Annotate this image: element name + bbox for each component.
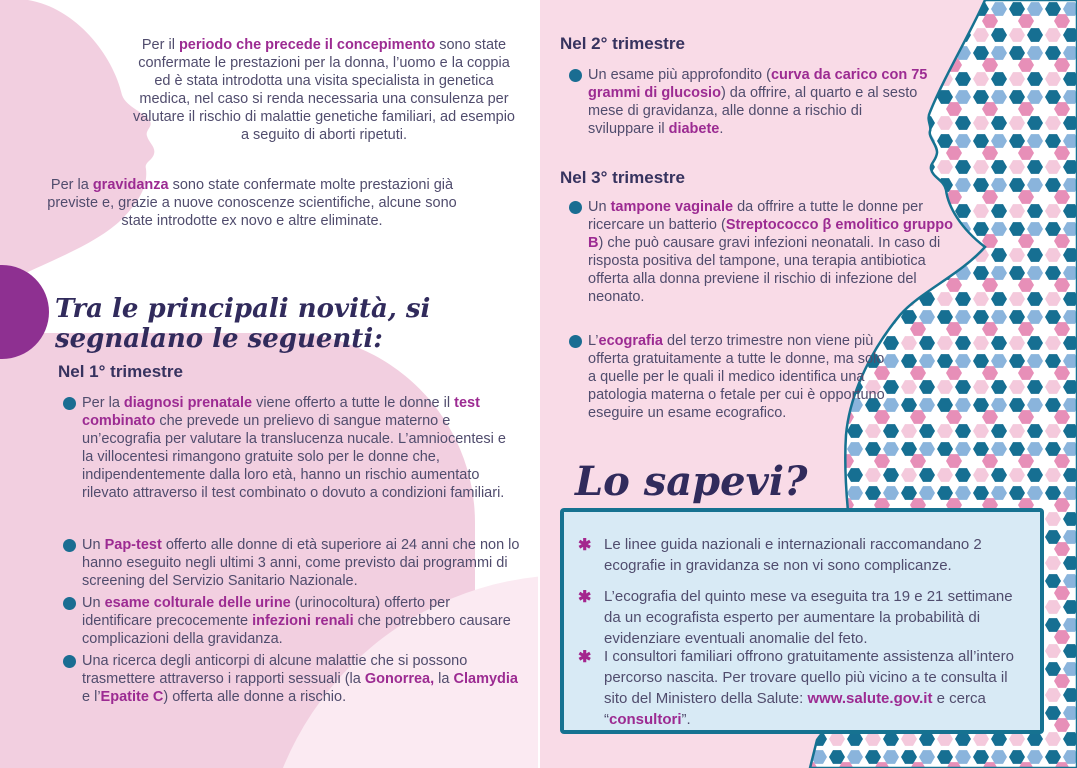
bullet-icon [569,201,582,214]
bullet-text: Un tampone vaginale da offrire a tutte le donne per ricercare un batterio (Streptococco β emolitico gruppo B) che può causare gravi infezioni neonatali. In caso di risposta positiva del tampone, una terapia antibiotica offerta alla donna previene il rischio di infezione del neonato. [588,199,953,305]
bullet-icon [63,597,76,610]
bullet-text: Una ricerca degli anticorpi di alcune malattie che si possono trasmettere attraverso i rapporti sessuali (la Gonorrea, la Clamydia e l’Epatite C) offerta alle donne a rischio. [82,653,518,705]
left-page [0,0,538,768]
bullet-text: L’ecografia del terzo trimestre non viene più offerta gratuitamente a tutte le donne, ma solo a quelle per le quali il medico identifica una patologia materna o fetale per cui è opportuno eseguire un esame ecografico. [588,333,885,421]
intro-paragraph-preconception: Per il periodo che precede il concepimento sono state confermate le prestazioni per la donna, l’uomo e la coppia ed è stata introdotta una visita specialista in genetica medica, nel caso si renda necessaria una consulenza per valutare il rischio di malattie genetiche familiari, ad esempio a seguito di aborti ripetuti. [132,37,515,143]
asterisk-icon: ✱ [578,589,592,606]
did-you-know-text: L’ecografia del quinto mese va eseguita tra 19 e 21 settimane da un ecografista esperto per aumentare la probabilità di evidenziare eventuali anomalie del feto. [604,588,1013,647]
right-page [540,0,1077,768]
left-page-content [0,0,538,768]
asterisk-icon: ✱ [578,649,592,666]
list-item [82,594,520,648]
list-item [578,534,1026,576]
did-you-know-text: I consultori familiari offrono gratuitamente assistenza all’intero percorso nascita. Per trovare quello più vicino a te consulta il sito del Ministero della Salute: www.salute.gov.it e cerca “consultori”. [604,648,1014,728]
intro-paragraph-pregnancy: Per la gravidanza sono state confermate molte prestazioni già previste e, grazie a nuove conoscenze scientifiche, alcune sono state introdotte ex novo e altre eliminate. [47,177,457,229]
bullet-icon [569,335,582,348]
list-item [588,198,960,306]
bullet-text: Un esame colturale delle urine (urinocoltura) offerto per identificare precocemente infezioni renali che potrebbero causare complicazioni della gravidanza. [82,595,511,647]
trimester2-title: Nel 2° trimestre [560,34,685,53]
script-heading: Tra le principali novità, si segnalano le seguenti: [55,294,431,354]
right-page-content [540,0,1077,768]
list-item [588,332,886,422]
list-item [588,66,932,138]
did-you-know-text: Le linee guida nazionali e internazionali raccomandano 2 ecografie in gravidanza se non vi sono complicanze. [604,536,982,574]
list-item [82,536,520,590]
did-you-know-title: Lo sapevi? [575,458,808,505]
bullet-text: Un esame più approfondito (curva da carico con 75 grammi di glucosio) da offrire, al quarto e al sesto mese di gravidanza, alle donne a rischio di sviluppare il diabete. [588,67,928,137]
bullet-text: Un Pap-test offerto alle donne di età superiore ai 24 anni che non lo hanno eseguito negli ultimi 3 anni, come previsto dai programmi di screening del Servizio Sanitario Nazionale. [82,537,520,589]
trimester1-title: Nel 1° trimestre [58,362,183,381]
bullet-icon [63,397,76,410]
asterisk-icon: ✱ [578,537,592,554]
trimester3-title: Nel 3° trimestre [560,168,685,187]
bullet-icon [569,69,582,82]
did-you-know-box [560,508,1044,734]
bullet-text: Per la diagnosi prenatale viene offerto a tutte le donne il test combinato che prevede un prelievo di sangue materno e un’ecografia per valutare la translucenza nucale. L’amniocentesi e la villocentesi rimangono gratuite solo per le donne che, indipendentemente dalla loro età, hanno un rischio aumentato rilevato attraverso il test combinato o dovuto a condizioni familiari. [82,395,506,501]
bullet-icon [63,539,76,552]
bullet-icon [63,655,76,668]
list-item [578,586,1026,649]
list-item [82,394,520,502]
list-item [82,652,520,706]
list-item [578,646,1026,730]
